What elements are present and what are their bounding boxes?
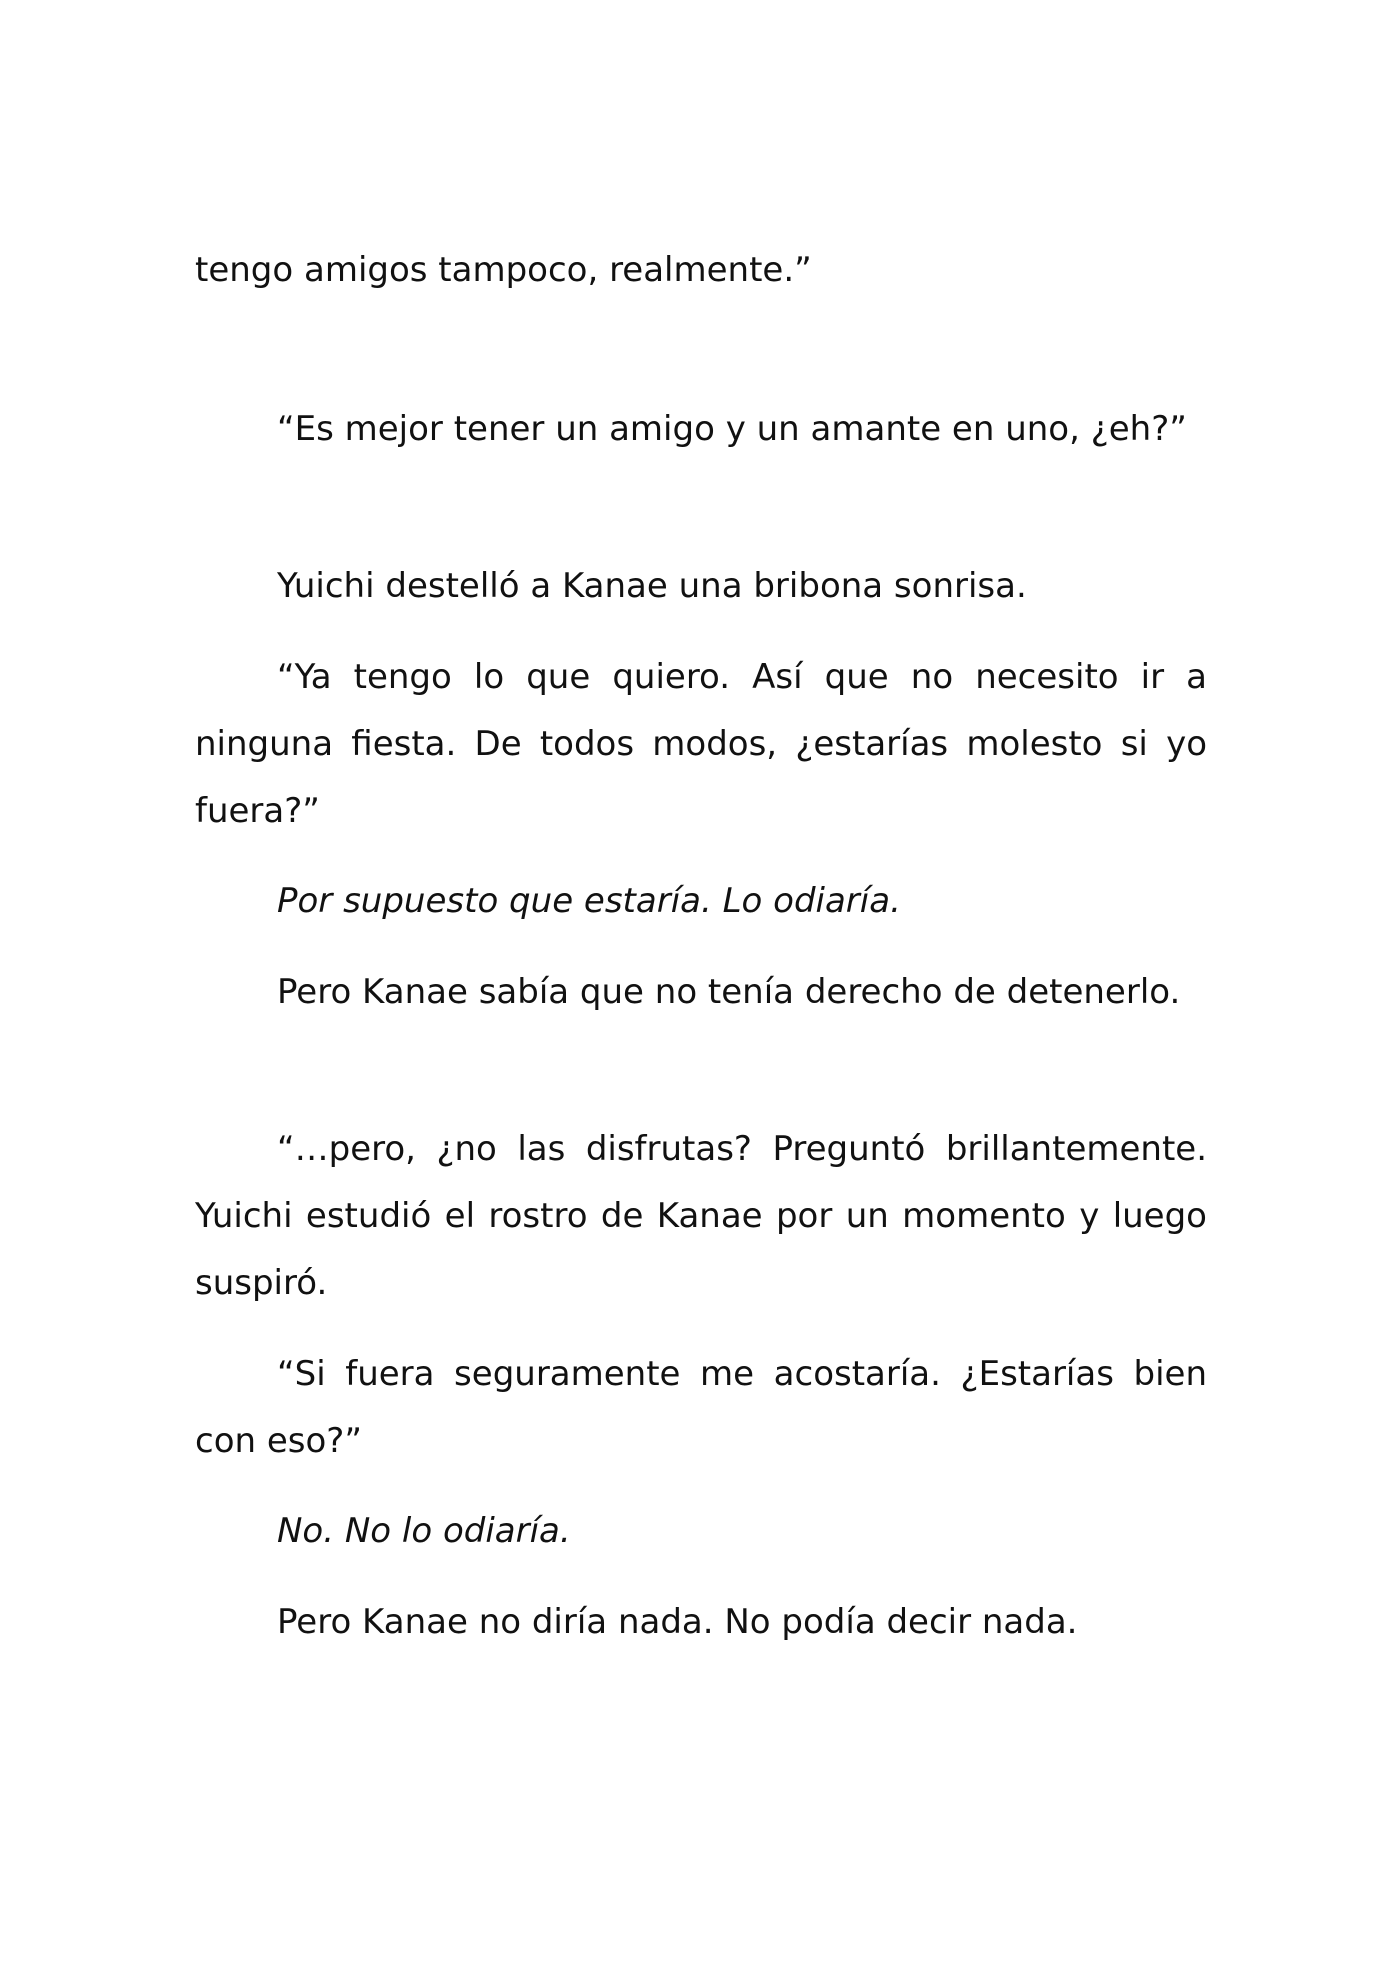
paragraph-dialogue-1: “Es mejor tener un amigo y un amante en uno, ¿eh?” (277, 409, 1187, 449)
paragraph-thought-2: No. No lo odiaría. (277, 1511, 571, 1551)
paragraph-dialogue-2: “Ya tengo lo que quiero. Así que no necesito ir a ninguna fiesta. De todos modos, ¿estarías molesto si yo fuera?” (195, 657, 1207, 831)
paragraph-thought-1: Por supuesto que estaría. Lo odiaría. (277, 881, 901, 921)
paragraph-narration-2: Pero Kanae sabía que no tenía derecho de detenerlo. (277, 972, 1181, 1012)
paragraph-dialogue-4: “Si fuera seguramente me acostaría. ¿Estarías bien con eso?” (195, 1354, 1207, 1461)
paragraph-dialogue-3: “…pero, ¿no las disfrutas? Preguntó brillantemente. Yuichi estudió el rostro de Kanae por un momento y luego suspiró. (195, 1129, 1207, 1303)
paragraph-continuation: tengo amigos tampoco, realmente.” (195, 250, 812, 290)
paragraph-narration-1: Yuichi destelló a Kanae una bribona sonrisa. (277, 566, 1027, 606)
paragraph-narration-3: Pero Kanae no diría nada. No podía decir nada. (277, 1602, 1078, 1642)
